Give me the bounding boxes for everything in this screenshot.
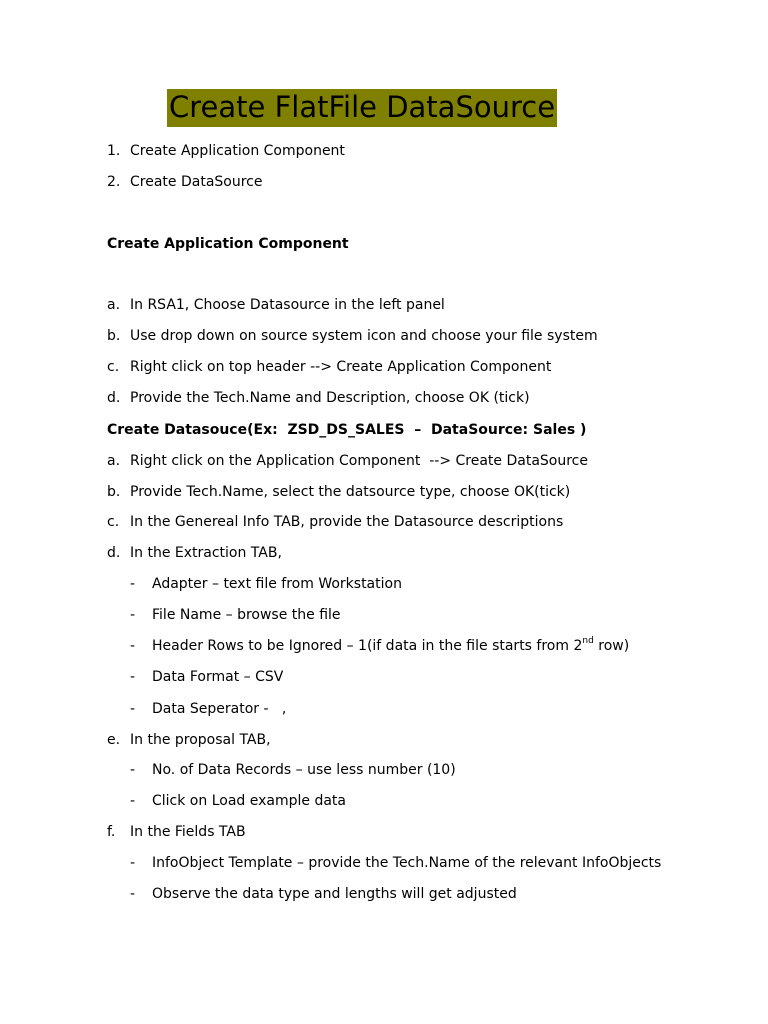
sub-item xyxy=(130,668,690,686)
dash-marker: - xyxy=(130,669,136,685)
sub-item-text: No. of Data Records – use less number (10) xyxy=(152,762,456,778)
sub-item xyxy=(130,854,730,872)
step-text: In the Extraction TAB, xyxy=(130,545,282,561)
sub-item-text: Observe the data type and lengths will get adjusted xyxy=(152,886,517,902)
sub-item xyxy=(130,637,690,655)
dash-marker: - xyxy=(130,576,136,592)
step-text: Use drop down on source system icon and choose your file system xyxy=(130,328,598,344)
sub-item-text: File Name – browse the file xyxy=(152,607,341,623)
step-item xyxy=(107,544,707,562)
overview-item-text: Create DataSource xyxy=(130,174,263,190)
overview-item-text: Create Application Component xyxy=(130,143,345,159)
dash-marker: - xyxy=(130,886,136,902)
sub-item-text-post: row) xyxy=(593,638,630,654)
sub-item-text xyxy=(152,637,629,655)
list-marker: c. xyxy=(107,359,120,375)
step-text: Right click on top header --> Create Application Component xyxy=(130,359,552,375)
sub-item xyxy=(130,700,690,718)
step-item xyxy=(107,452,707,470)
sub-item xyxy=(130,761,690,779)
sub-item-text: Data Format – CSV xyxy=(152,669,284,685)
overview-item-2 xyxy=(107,173,507,191)
list-marker: 2. xyxy=(107,174,121,190)
step-text: In RSA1, Choose Datasource in the left panel xyxy=(130,297,445,313)
sub-item xyxy=(130,885,690,903)
dash-marker: - xyxy=(130,607,136,623)
dash-marker: - xyxy=(130,762,136,778)
sub-item-text: Data Seperator - , xyxy=(152,701,287,717)
sub-item xyxy=(130,792,690,810)
step-item xyxy=(107,358,707,376)
document-title: Create FlatFile DataSource xyxy=(167,89,557,127)
step-text: In the Fields TAB xyxy=(130,824,246,840)
sub-item-text: Adapter – text file from Workstation xyxy=(152,576,402,592)
section-heading-application-component: Create Application Component xyxy=(107,236,349,252)
step-item xyxy=(107,513,707,531)
step-text: Provide Tech.Name, select the datsource type, choose OK(tick) xyxy=(130,484,571,500)
step-item xyxy=(107,327,707,345)
step-text: In the Genereal Info TAB, provide the Datasource descriptions xyxy=(130,514,564,530)
step-item xyxy=(107,483,707,501)
list-marker: f. xyxy=(107,824,116,840)
step-item xyxy=(107,823,707,841)
list-marker: b. xyxy=(107,484,121,500)
list-marker: b. xyxy=(107,328,121,344)
list-marker: e. xyxy=(107,732,121,748)
sub-item-text-pre: Header Rows to be Ignored – 1(if data in the file starts from 2 xyxy=(152,638,583,654)
section-heading-create-datasource: Create Datasouce(Ex: ZSD_DS_SALES – DataSource: Sales ) xyxy=(107,422,587,438)
list-marker: d. xyxy=(107,390,121,406)
step-item xyxy=(107,731,707,749)
dash-marker: - xyxy=(130,701,136,717)
list-marker: c. xyxy=(107,514,120,530)
dash-marker: - xyxy=(130,855,136,871)
step-text: Right click on the Application Component --> Create DataSource xyxy=(130,453,588,469)
list-marker: d. xyxy=(107,545,121,561)
sub-item-text: InfoObject Template – provide the Tech.Name of the relevant InfoObjects xyxy=(152,855,662,871)
step-text: Provide the Tech.Name and Description, choose OK (tick) xyxy=(130,390,530,406)
sub-item-text: Click on Load example data xyxy=(152,793,346,809)
dash-marker: - xyxy=(130,793,136,809)
list-marker: a. xyxy=(107,453,121,469)
list-marker: a. xyxy=(107,297,121,313)
overview-item-1 xyxy=(107,142,507,160)
step-item xyxy=(107,296,707,314)
list-marker: 1. xyxy=(107,143,121,159)
step-text: In the proposal TAB, xyxy=(130,732,271,748)
step-item xyxy=(107,389,707,407)
ordinal-suffix: nd xyxy=(582,636,594,647)
sub-item xyxy=(130,575,690,593)
sub-item xyxy=(130,606,690,624)
dash-marker: - xyxy=(130,638,136,654)
